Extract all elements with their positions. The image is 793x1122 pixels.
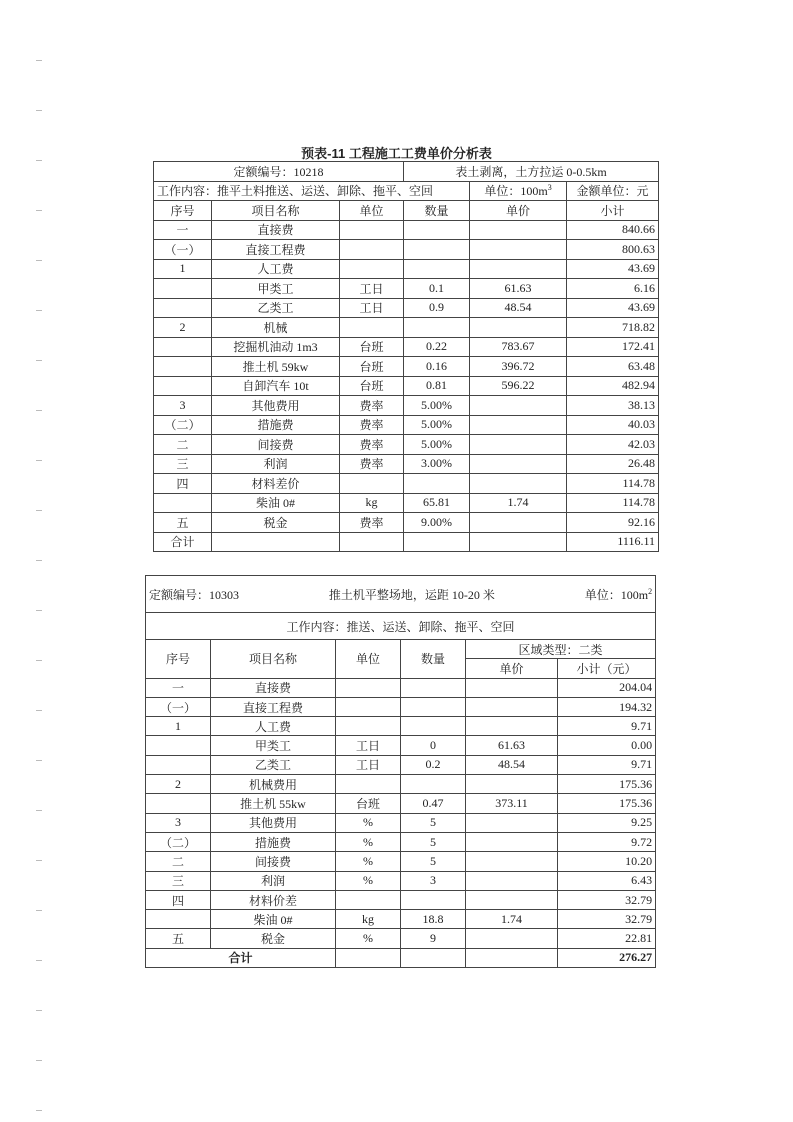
cell-subtotal: 9.71: [558, 755, 656, 774]
cell-item-name: [212, 532, 340, 552]
cell-item-name: 利润: [212, 454, 340, 474]
cell-price: 48.54: [466, 755, 558, 774]
cell-subtotal: 9.25: [558, 813, 656, 832]
cell-subtotal: 42.03: [567, 435, 659, 455]
cell-subtotal: 175.36: [558, 794, 656, 813]
cell-subtotal: 204.04: [558, 678, 656, 697]
cell-item-name: 乙类工: [211, 755, 336, 774]
cell-index: [154, 337, 212, 357]
table-row: [154, 435, 659, 455]
cell-item-name: 措施费: [211, 832, 336, 851]
cell-index: 二: [146, 852, 211, 871]
cell-item-name: 直接工程费: [211, 697, 336, 716]
work-content: 工作内容：推送、运送、卸除、拖平、空回: [146, 613, 656, 640]
table-row: [154, 259, 659, 279]
cell-index: 2: [154, 318, 212, 338]
table-row: [154, 318, 659, 338]
edge-tick: [36, 210, 42, 211]
cell-item-name: 人工费: [211, 717, 336, 736]
page-title: 预表-11 工程施工工费单价分析表: [301, 146, 492, 161]
table1-body: [154, 162, 659, 552]
header-region-type: 区域类型：二类: [466, 640, 656, 659]
cell-unit: 费率: [340, 415, 404, 435]
cell-unit: 费率: [340, 454, 404, 474]
cell-price: [470, 435, 567, 455]
cell-price: 373.11: [466, 794, 558, 813]
table-row: [146, 736, 656, 755]
cell-item-name: 利润: [211, 871, 336, 890]
cell-subtotal: 32.79: [558, 890, 656, 909]
cell-unit: [336, 717, 401, 736]
quota-description: 推土机平整场地，运距 10-20 米: [328, 587, 495, 602]
cell-quantity: [404, 474, 470, 494]
table-row: [154, 240, 659, 260]
cell-price: [466, 717, 558, 736]
table-row: [146, 871, 656, 890]
edge-tick: [36, 410, 42, 411]
cell-unit: %: [336, 832, 401, 851]
cell-subtotal: 1116.11: [567, 532, 659, 552]
table-row: [154, 220, 659, 240]
table-row: [146, 890, 656, 909]
cell-unit: 费率: [340, 435, 404, 455]
cell-quantity: [401, 890, 466, 909]
table-row: [154, 513, 659, 533]
table-row: [154, 454, 659, 474]
cell-subtotal: 6.16: [567, 279, 659, 299]
cell-index: 四: [154, 474, 212, 494]
edge-tick: [36, 960, 42, 961]
table1-header-row: [154, 201, 659, 221]
cell-item-name: 间接费: [211, 852, 336, 871]
header-quantity: 数量: [404, 201, 470, 221]
cell-unit: %: [336, 813, 401, 832]
cell-quantity: 0.2: [401, 755, 466, 774]
cell-quantity: [404, 259, 470, 279]
cell-quantity: 3: [401, 871, 466, 890]
cell-index: [154, 493, 212, 513]
cell-price: [470, 415, 567, 435]
cell-index: 1: [154, 259, 212, 279]
cell-quantity: [404, 318, 470, 338]
cell-price: 783.67: [470, 337, 567, 357]
cell-quantity: 18.8: [401, 910, 466, 929]
cell-item-name: 推土机 55kw: [211, 794, 336, 813]
cell-subtotal: 6.43: [558, 871, 656, 890]
cell-price: 1.74: [470, 493, 567, 513]
quantity-unit: 单位：$100m^2$: [584, 586, 653, 602]
table-row: [154, 279, 659, 299]
cell-unit: 工日: [340, 279, 404, 299]
cell-price: 61.63: [466, 736, 558, 755]
cell-item-name: 直接工程费: [212, 240, 340, 260]
cell-price: [466, 852, 558, 871]
cell-subtotal: 482.94: [567, 376, 659, 396]
header-index: 序号: [154, 201, 212, 221]
table-row: [146, 910, 656, 929]
cell-index: [154, 357, 212, 377]
cell-index: 一: [146, 678, 211, 697]
cell-quantity: [401, 697, 466, 716]
cell-subtotal: 194.32: [558, 697, 656, 716]
cell-price: [470, 513, 567, 533]
table-row: [154, 298, 659, 318]
cell-item-name: 甲类工: [212, 279, 340, 299]
cell-price: 596.22: [470, 376, 567, 396]
cell-subtotal: 172.41: [567, 337, 659, 357]
table1-work-row: [154, 181, 659, 201]
cell-unit: 台班: [340, 357, 404, 377]
cell-index: 合计: [154, 532, 212, 552]
cell-index: [154, 298, 212, 318]
total-row: [146, 948, 656, 967]
table-row: [154, 396, 659, 416]
edge-tick: [36, 1060, 42, 1061]
cost-analysis-table-10218: [153, 161, 659, 552]
table-row: [146, 794, 656, 813]
cell-item-name: 材料差价: [212, 474, 340, 494]
quota-code: 定额编号：10218: [154, 162, 404, 182]
header-item-name: 项目名称: [212, 201, 340, 221]
cell-subtotal: 43.69: [567, 298, 659, 318]
cell-unit: [340, 259, 404, 279]
cell-subtotal: 38.13: [567, 396, 659, 416]
cell-quantity: [401, 775, 466, 794]
cell-quantity: 9.00%: [404, 513, 470, 533]
header-price: 单价: [470, 201, 567, 221]
cell-price: [470, 259, 567, 279]
table-row: [146, 813, 656, 832]
cell-price: 396.72: [470, 357, 567, 377]
cell-price: [466, 871, 558, 890]
cell-quantity: [401, 717, 466, 736]
table-row: [146, 697, 656, 716]
cell-quantity: 0.1: [404, 279, 470, 299]
table2-header-row: [146, 640, 656, 659]
cell-item-name: 柴油 0#: [211, 910, 336, 929]
edge-tick: [36, 760, 42, 761]
cell-item-name: 乙类工: [212, 298, 340, 318]
empty-cell: [401, 948, 466, 967]
cell-price: [466, 775, 558, 794]
cell-price: [470, 474, 567, 494]
cell-quantity: 5.00%: [404, 415, 470, 435]
cell-subtotal: 92.16: [567, 513, 659, 533]
edge-tick: [36, 1110, 42, 1111]
cell-price: [466, 890, 558, 909]
work-content: 工作内容：推平土料推送、运送、卸除、拖平、空回: [154, 181, 470, 201]
cell-subtotal: 9.72: [558, 832, 656, 851]
cell-quantity: 5: [401, 832, 466, 851]
empty-cell: [466, 948, 558, 967]
cell-price: [466, 813, 558, 832]
cell-subtotal: 114.78: [567, 474, 659, 494]
cell-quantity: 5.00%: [404, 435, 470, 455]
cell-subtotal: 800.63: [567, 240, 659, 260]
cell-item-name: 机械费用: [211, 775, 336, 794]
header-index: 序号: [146, 640, 211, 679]
table-row: [154, 357, 659, 377]
cell-item-name: 措施费: [212, 415, 340, 435]
cell-price: [470, 454, 567, 474]
table-row: [146, 678, 656, 697]
table-row: [146, 852, 656, 871]
cell-unit: [340, 474, 404, 494]
cell-unit: [340, 532, 404, 552]
cell-item-name: 推土机 59kw: [212, 357, 340, 377]
header-item-name: 项目名称: [211, 640, 336, 679]
cell-index: [146, 910, 211, 929]
cell-quantity: 5.00%: [404, 396, 470, 416]
cell-item-name: 材料价差: [211, 890, 336, 909]
table-row: [146, 717, 656, 736]
cell-index: 一: [154, 220, 212, 240]
quantity-unit: 单位：$100m^3$: [470, 181, 567, 201]
quota-code: 定额编号：10303: [149, 587, 240, 602]
cell-unit: 工日: [336, 755, 401, 774]
cell-item-name: 间接费: [212, 435, 340, 455]
cell-unit: 台班: [340, 376, 404, 396]
cell-quantity: 0.47: [401, 794, 466, 813]
cell-item-name: 其他费用: [211, 813, 336, 832]
cell-index: 四: [146, 890, 211, 909]
cell-subtotal: 26.48: [567, 454, 659, 474]
cell-unit: 台班: [340, 337, 404, 357]
cell-index: 五: [154, 513, 212, 533]
cell-unit: [336, 775, 401, 794]
table-row: [146, 929, 656, 948]
cell-index: [146, 736, 211, 755]
cell-unit: 费率: [340, 513, 404, 533]
cell-item-name: 其他费用: [212, 396, 340, 416]
cell-index: [146, 794, 211, 813]
edge-tick: [36, 1010, 42, 1011]
cell-subtotal: 43.69: [567, 259, 659, 279]
cell-quantity: [404, 220, 470, 240]
cell-unit: [336, 678, 401, 697]
cell-subtotal: 63.48: [567, 357, 659, 377]
cell-subtotal: 10.20: [558, 852, 656, 871]
cell-subtotal: 718.82: [567, 318, 659, 338]
edge-tick: [36, 60, 42, 61]
cell-unit: %: [336, 852, 401, 871]
edge-tick: [36, 560, 42, 561]
cell-quantity: 9: [401, 929, 466, 948]
cell-unit: 台班: [336, 794, 401, 813]
edge-tick: [36, 110, 42, 111]
cell-index: 3: [146, 813, 211, 832]
edge-tick: [36, 360, 42, 361]
quota-description: 表土剥离，土方拉运 0-0.5km: [404, 162, 659, 182]
table-row: [146, 755, 656, 774]
edge-tick: [36, 910, 42, 911]
cell-price: [470, 240, 567, 260]
cell-quantity: 5: [401, 852, 466, 871]
cell-item-name: 机械: [212, 318, 340, 338]
table2-work-row: [146, 613, 656, 640]
cell-unit: 工日: [336, 736, 401, 755]
cell-subtotal: 32.79: [558, 910, 656, 929]
edge-tick: [36, 510, 42, 511]
cell-index: 五: [146, 929, 211, 948]
cell-price: [470, 396, 567, 416]
cell-unit: %: [336, 871, 401, 890]
cell-unit: [336, 890, 401, 909]
table-row: [154, 532, 659, 552]
edge-tick: [36, 260, 42, 261]
cell-price: [466, 678, 558, 697]
cell-index: [154, 279, 212, 299]
cell-index: （二）: [146, 832, 211, 851]
cell-quantity: 65.81: [404, 493, 470, 513]
cell-subtotal: 22.81: [558, 929, 656, 948]
cell-index: （一）: [154, 240, 212, 260]
table2-code-row: [146, 576, 656, 613]
cell-price: 61.63: [470, 279, 567, 299]
total-value: 276.27: [558, 948, 656, 967]
cell-quantity: 0.22: [404, 337, 470, 357]
cell-price: [466, 832, 558, 851]
cell-item-name: 自卸汽车 10t: [212, 376, 340, 396]
table-row: [154, 415, 659, 435]
cell-index: 三: [146, 871, 211, 890]
cell-index: 1: [146, 717, 211, 736]
cell-index: 3: [154, 396, 212, 416]
cell-price: [470, 220, 567, 240]
cell-item-name: 柴油 0#: [212, 493, 340, 513]
cell-item-name: 直接费: [212, 220, 340, 240]
cell-item-name: 税金: [211, 929, 336, 948]
table2-body: [146, 576, 656, 968]
cell-unit: [340, 318, 404, 338]
cell-quantity: 0.9: [404, 298, 470, 318]
cell-unit: 费率: [340, 396, 404, 416]
table-row: [154, 493, 659, 513]
edge-tick: [36, 860, 42, 861]
cell-index: （二）: [154, 415, 212, 435]
cell-subtotal: 9.71: [558, 717, 656, 736]
cell-item-name: 甲类工: [211, 736, 336, 755]
cell-quantity: [401, 678, 466, 697]
cell-unit: 工日: [340, 298, 404, 318]
total-label: 合计: [146, 948, 336, 967]
header-subtotal: 小计: [567, 201, 659, 221]
cell-index: 二: [154, 435, 212, 455]
header-quantity: 数量: [401, 640, 466, 679]
empty-cell: [336, 948, 401, 967]
cell-item-name: 人工费: [212, 259, 340, 279]
cell-unit: kg: [336, 910, 401, 929]
cell-unit: [340, 240, 404, 260]
cell-price: [470, 318, 567, 338]
cell-unit: %: [336, 929, 401, 948]
cell-subtotal: 175.36: [558, 775, 656, 794]
table-row: [146, 832, 656, 851]
cell-index: [154, 376, 212, 396]
edge-tick: [36, 810, 42, 811]
cell-price: [466, 697, 558, 716]
cell-index: 三: [154, 454, 212, 474]
cell-subtotal: 40.03: [567, 415, 659, 435]
edge-tick: [36, 610, 42, 611]
cell-quantity: 5: [401, 813, 466, 832]
cell-quantity: [404, 532, 470, 552]
table-row: [154, 474, 659, 494]
table-row: [146, 775, 656, 794]
cell-quantity: [404, 240, 470, 260]
table1-code-row: [154, 162, 659, 182]
cell-subtotal: 0.00: [558, 736, 656, 755]
cell-price: [470, 532, 567, 552]
edge-tick: [36, 310, 42, 311]
cell-item-name: 挖掘机油动 1m3: [212, 337, 340, 357]
cell-index: （一）: [146, 697, 211, 716]
cell-price: 1.74: [466, 910, 558, 929]
page-edge-marks: [36, 0, 50, 1122]
cell-subtotal: 114.78: [567, 493, 659, 513]
edge-tick: [36, 460, 42, 461]
cell-unit: [336, 697, 401, 716]
table-row: [154, 376, 659, 396]
cell-item-name: 直接费: [211, 678, 336, 697]
cell-unit: [340, 220, 404, 240]
cell-unit: kg: [340, 493, 404, 513]
cell-item-name: 税金: [212, 513, 340, 533]
header-unit: 单位: [336, 640, 401, 679]
cell-index: 2: [146, 775, 211, 794]
table-row: [154, 337, 659, 357]
edge-tick: [36, 660, 42, 661]
header-price: 单价: [466, 659, 558, 678]
cell-price: [466, 929, 558, 948]
cell-quantity: 0.81: [404, 376, 470, 396]
cost-analysis-table-10303: [145, 575, 656, 968]
cell-subtotal: 840.66: [567, 220, 659, 240]
header-subtotal: 小计（元）: [558, 659, 656, 678]
cell-price: 48.54: [470, 298, 567, 318]
cell-quantity: 3.00%: [404, 454, 470, 474]
cell-quantity: 0: [401, 736, 466, 755]
edge-tick: [36, 710, 42, 711]
amount-unit: 金额单位：元: [567, 181, 659, 201]
cell-index: [146, 755, 211, 774]
header-unit: 单位: [340, 201, 404, 221]
cell-quantity: 0.16: [404, 357, 470, 377]
